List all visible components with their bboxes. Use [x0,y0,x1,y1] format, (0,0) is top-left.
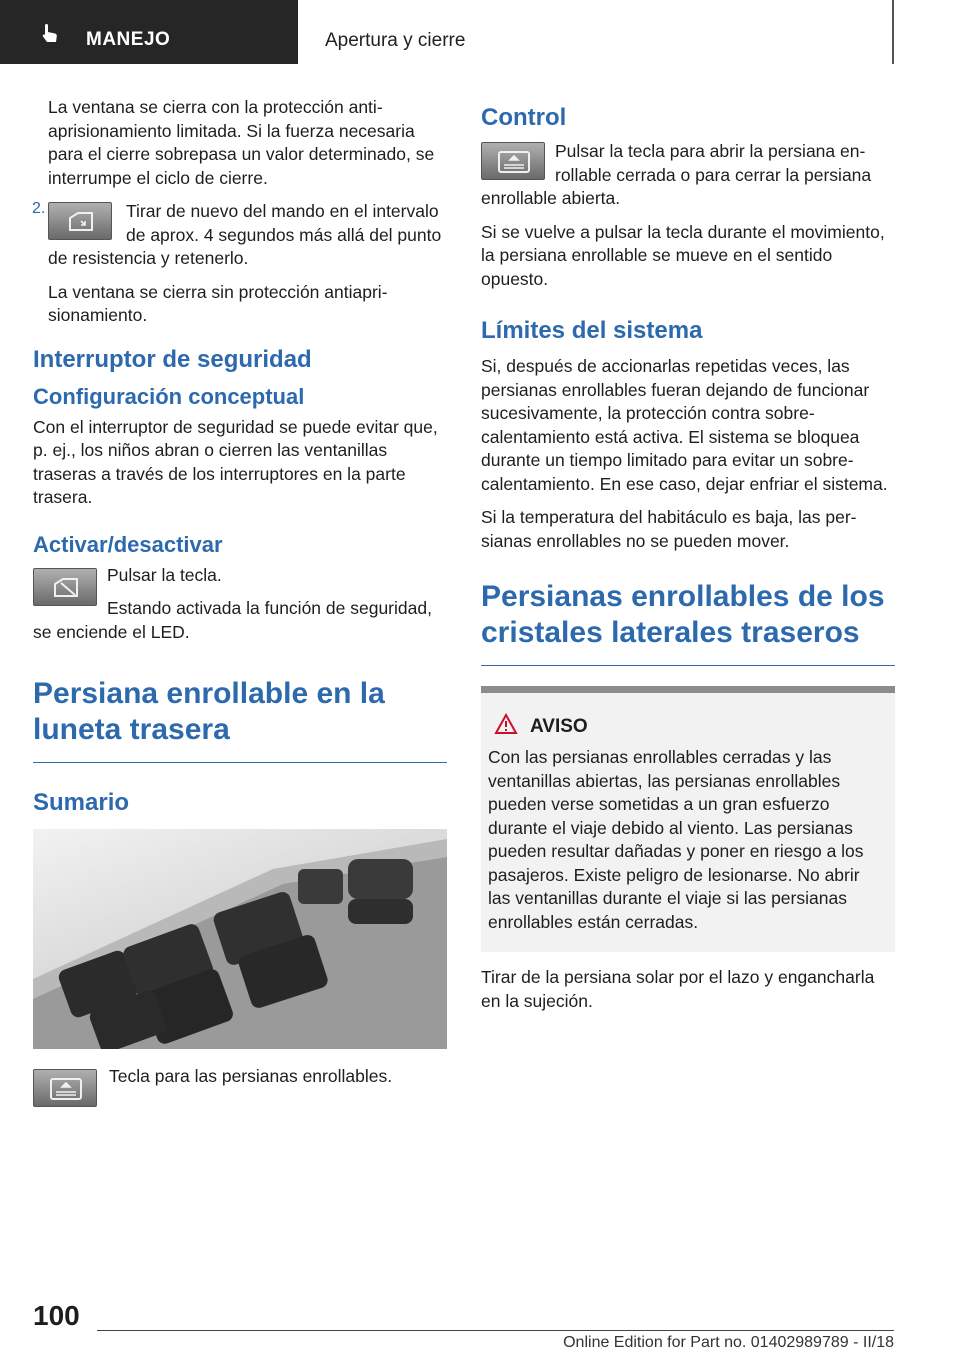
section-title: MANEJO [86,29,171,50]
warning-box [481,686,895,952]
blind-control-icon [498,151,530,173]
step-2-note: La ventana se cierra sin protección antiaprisionamiento. [48,281,388,325]
warning-text: Con las persianas enrollables cerradas y las ventanillas abiertas, las persianas enrollables pueden verse sometidas a un gran esfuerzo durante el viaje debido al viento. Las persianas pueden resultar dañadas y poner en riesgo a los pasajeros. Existe peligro de lesionarse. No abrir las ventanillas durante el viaje si las persianas enrollables están cerradas. [488,747,864,932]
paragraph-led: Estando activada la función de seguridad, se enciende el LED. [33,598,432,642]
step-2-text: Tirar de nuevo del mando en el intervalo de aprox. 4 segundos más allá del punto de resistencia y retenerlo. [48,201,442,268]
warning-title: AVISO [530,716,588,737]
heading-control: Control [481,104,567,131]
hand-icon [38,22,62,46]
warning-triangle-icon [494,713,518,735]
step-2 [33,200,447,328]
step-number: 2. [32,200,46,217]
paragraph-proteccion: La ventana se cierra con la protección antiaprisionamiento limitada. Si la fuerza necesaria para el cierre sobrepasa un valor determinado, se interrumpe el ciclo de cierre. [48,97,435,188]
heading-persianas-laterales: Persianas enrollables de los cristales laterales traseros [481,579,895,666]
heading-sumario: Sumario [33,789,130,816]
window-switch-icon [67,211,95,233]
header-chapter [312,0,894,64]
paragraph-control-1: Pulsar la tecla para abrir la persiana enrollable cerrada o para cerrar la persiana enrollable abierta. [481,141,872,208]
right-column [481,96,895,1023]
paragraph-limites-1: Si, después de accionarlas repetidas veces, las persianas enrollables fueran dejando de funcionar sucesivamente, la protección contra sobrecalentamiento está activa. El sistema se bloquea durante un tiempo limitado para evitar un sobrecalentamiento. En ese caso, dejar enfriar el sistema. [481,356,888,494]
paragraph-pulsar: Pulsar la tecla. [107,564,222,585]
heading-interruptor: Interruptor de seguridad [33,345,312,373]
chapter-title: Apertura y cierre [325,30,466,51]
page-number: 100 [33,1300,80,1331]
rear-blind-icon [50,1078,82,1100]
paragraph-limites-2: Si la temperatura del habitáculo es baja, las persianas enrollables no se pueden mover. [481,507,857,551]
paragraph-control-2: Si se vuelve a pulsar la tecla durante el movimiento, la persiana enrollable se mueve en el sentido opuesto. [481,221,885,289]
paragraph-tecla-persianas: Tecla para las persianas enrollables. [109,1066,393,1086]
safety-switch-icon [52,577,80,599]
left-column [33,96,447,1107]
footer-divider [97,1330,894,1331]
footer-edition: Online Edition for Part no. 01402989789 - II/18 [563,1334,894,1351]
rear-blind-button-image [33,1069,97,1107]
window-switch-button-image [48,202,112,240]
heading-limites: Límites del sistema [481,317,703,344]
heading-activar: Activar/desactivar [33,531,223,557]
header-section-tab [0,0,298,64]
heading-configuracion: Configuración conceptual [33,383,305,409]
control-blind-button-image [481,142,545,180]
door-switch-panel-photo [33,829,447,1049]
paragraph-final: Tirar de la persiana solar por el lazo y engancharla en la sujeción. [481,967,875,1011]
door-switch-panel-illustration [33,829,447,1049]
heading-persiana-luneta: Persiana enrollable en la luneta trasera [33,676,447,763]
paragraph-configuracion: Con el interruptor de seguridad se puede evitar que, p. ej., los niños abran o cierren las ventanillas traseras a través de los interruptores en la parte trasera. [33,416,438,507]
safety-switch-button-image [33,568,97,606]
